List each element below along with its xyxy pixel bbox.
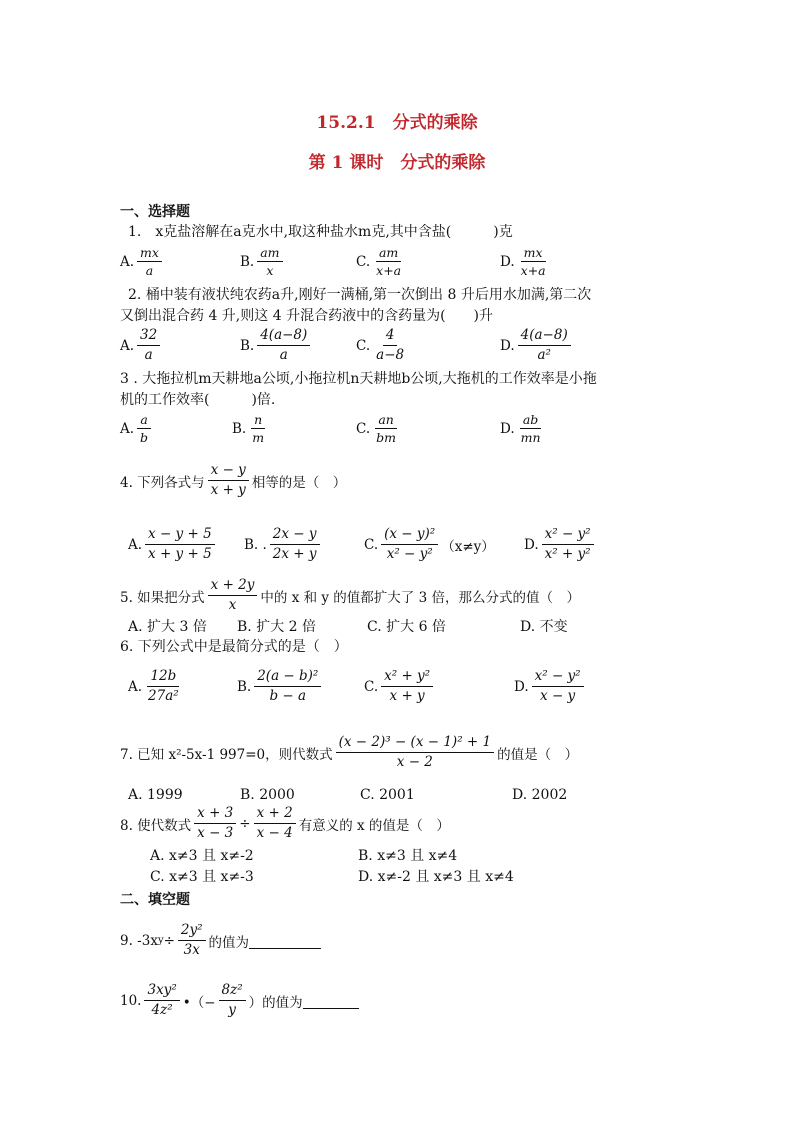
fraction: $\frac{4(a-8)}{\text{a²}}$ [518, 327, 571, 364]
fraction: $\frac{x + 3}{x - 3}$ [194, 805, 236, 842]
question-8-option-b: B. x≠3 且 x≠4 [358, 848, 458, 864]
question-5-option-d: D. 不变 [520, 619, 568, 635]
question-2-stem-line2: 又倒出混合药 4 升,则这 4 升混合药液中的含药量为( )升 [120, 308, 493, 324]
question-7-option-c: C. 2001 [360, 787, 415, 803]
fraction: $\frac{\text{(x − 2)³ − (x − 1)² + 1}}{x - 2}$ [336, 734, 494, 771]
fraction: $\frac{x + 2y}{x}$ [208, 577, 258, 614]
question-4-option-c: C. $\frac{\text{(x − y)²}}{\text{x² − y²}}$ （x≠y） [364, 526, 495, 562]
fraction: $\frac{\text{3xy²}}{\text{4z²}}$ [144, 982, 179, 1019]
question-4-option-b: B. . $\frac{2x - y}{2x + y}$ [244, 526, 323, 563]
question-5-stem: 5. 如果把分式 $\frac{x + 2y}{x}$ 中的 x 和 y 的值都扩大了 3 倍，那么分式的值（ ） [120, 577, 580, 613]
fraction: $\frac{\text{x² − y²}}{\text{x² + y²}}$ [542, 526, 594, 563]
question-7-option-a: A. 1999 [128, 787, 183, 803]
question-1-option-c: C. $\frac{am}{x+a}$ [356, 245, 407, 278]
section-heading-fill: 二、填空题 [120, 892, 190, 908]
fraction: $\frac{mx}{x+a}$ [520, 245, 546, 278]
question-2-option-b: B. $\frac{4(a-8)}{a}$ [240, 327, 313, 364]
page-subtitle: 第 1 课时 分式的乘除 [308, 153, 486, 173]
question-4-option-d: D. $\frac{\text{x² − y²}}{\text{x² + y²}}$ [524, 526, 597, 563]
fraction: $\frac{am}{x}$ [257, 245, 282, 278]
fraction: $\frac{4(a-8)}{a}$ [257, 327, 310, 364]
question-3-option-b: B. $\frac{n}{m}$ [232, 412, 270, 445]
question-6-option-c: C. $\frac{\text{x² + y²}}{x + y}$ [364, 668, 436, 705]
question-6-stem: 6. 下列公式中是最简分式的是（ ） [120, 639, 348, 655]
question-7-option-d: D. 2002 [512, 787, 568, 803]
fraction: $\frac{\text{8z²}}{y}$ [219, 982, 246, 1019]
fraction: $\frac{x + 2}{x - 4}$ [254, 805, 296, 842]
question-4-option-a: A. $\frac{x - y + 5}{x + y + 5}$ [128, 526, 218, 563]
question-6-option-a: A. $\frac{12b}{\text{27a²}}$ [128, 668, 185, 705]
question-3-stem-line1: 3 . 大拖拉机m天耕地a公顷,小拖拉机n天耕地b公顷,大拖机的工作效率是小拖 [120, 371, 597, 387]
fraction: $\frac{ab}{mn}$ [520, 412, 541, 445]
fraction: $\frac{2x - y}{2x + y}$ [270, 526, 320, 563]
fraction: $\frac{am}{x+a}$ [376, 245, 402, 278]
fraction: $\frac{\text{2(a − b)²}}{b - a}$ [254, 668, 321, 705]
question-2-option-d: D. $\frac{4(a-8)}{\text{a²}}$ [500, 327, 574, 364]
fraction: $\frac{\text{x² − y²}}{x - y}$ [532, 668, 584, 705]
question-10-stem: 10. $\frac{\text{3xy²}}{\text{4z²}}$ •（− $\frac{\text{8z²}}{y}$ ）的值为 [120, 982, 359, 1019]
question-3-option-c: C. $\frac{an}{bm}$ [356, 412, 402, 445]
answer-blank[interactable] [303, 992, 359, 1009]
question-7-stem: 7. 已知 x²-5x-1 997=0，则代数式 $\frac{\text{(x − 2)³ − (x − 1)² + 1}}{x - 2}$ 的值是（ ） [120, 734, 579, 770]
question-6-option-d: D. $\frac{\text{x² − y²}}{x - y}$ [514, 668, 587, 705]
fraction: $\frac{\text{(x − y)²}}{\text{x² − y²}}$ [381, 526, 438, 563]
question-8-stem: 8. 使代数式 $\frac{x + 3}{x - 3}$ ÷ $\frac{x + 2}{x - 4}$ 有意义的 x 的值是（ ） [120, 805, 450, 841]
question-3-option-d: D. $\frac{ab}{mn}$ [500, 412, 547, 445]
question-4-stem: 4. 下列各式与 $\frac{x - y}{x + y}$ 相等的是（ ） [120, 462, 347, 498]
question-5-option-b: B. 扩大 2 倍 [237, 619, 316, 635]
question-2-stem-line1: 2. 桶中装有液状纯农药a升,刚好一满桶,第一次倒出 8 升后用水加满,第二次 [128, 287, 592, 303]
question-8-option-d: D. x≠-2 且 x≠3 且 x≠4 [358, 869, 514, 885]
question-1-option-a: A. $\frac{mx}{a}$ [120, 245, 165, 278]
fraction: $\frac{12b}{\text{27a²}}$ [148, 668, 179, 704]
fraction: $\frac{\text{2y²}}{3x}$ [178, 922, 206, 959]
fraction: $\frac{\text{x² + y²}}{x + y}$ [381, 668, 433, 705]
fraction: $\frac{x - y}{x + y}$ [208, 462, 249, 499]
page-title: 15.2.1 分式的乘除 [316, 113, 478, 133]
section-heading-choice: 一、选择题 [120, 204, 190, 220]
question-8-option-a: A. x≠3 且 x≠-2 [150, 848, 254, 864]
question-1-stem: 1. x克盐溶解在a克水中,取这种盐水m克,其中含盐( )克 [128, 224, 513, 240]
question-1-option-b: B. $\frac{am}{x}$ [240, 245, 286, 278]
question-5-option-c: C. 扩大 6 倍 [367, 619, 446, 635]
question-7-option-b: B. 2000 [240, 787, 295, 803]
answer-blank[interactable] [249, 932, 321, 949]
question-5-option-a: A. 扩大 3 倍 [128, 619, 207, 635]
question-8-option-c: C. x≠3 且 x≠-3 [150, 869, 254, 885]
fraction: $\frac{n}{m}$ [252, 412, 265, 445]
question-2-option-a: A. $\frac{32}{a}$ [120, 327, 163, 364]
fraction: $\frac{an}{bm}$ [376, 412, 396, 445]
question-3-stem-line2: 机的工作效率( )倍. [120, 392, 276, 408]
fraction: $\frac{a}{b}$ [137, 412, 151, 445]
question-9-stem: 9. -3x y ÷ $\frac{\text{2y²}}{3x}$ 的值为 [120, 922, 321, 959]
fraction: $\frac{32}{a}$ [137, 327, 160, 364]
fraction: $\frac{4}{a-8}$ [376, 327, 405, 363]
question-2-option-c: C. $\frac{4}{a-8}$ [356, 327, 410, 364]
fraction: $\frac{x - y + 5}{x + y + 5}$ [145, 526, 215, 563]
question-1-option-d: D. $\frac{mx}{x+a}$ [500, 245, 552, 278]
question-6-option-b: B. $\frac{\text{2(a − b)²}}{b - a}$ [237, 668, 324, 705]
fraction: $\frac{mx}{a}$ [137, 245, 162, 278]
question-3-option-a: A. $\frac{a}{b}$ [120, 412, 154, 445]
